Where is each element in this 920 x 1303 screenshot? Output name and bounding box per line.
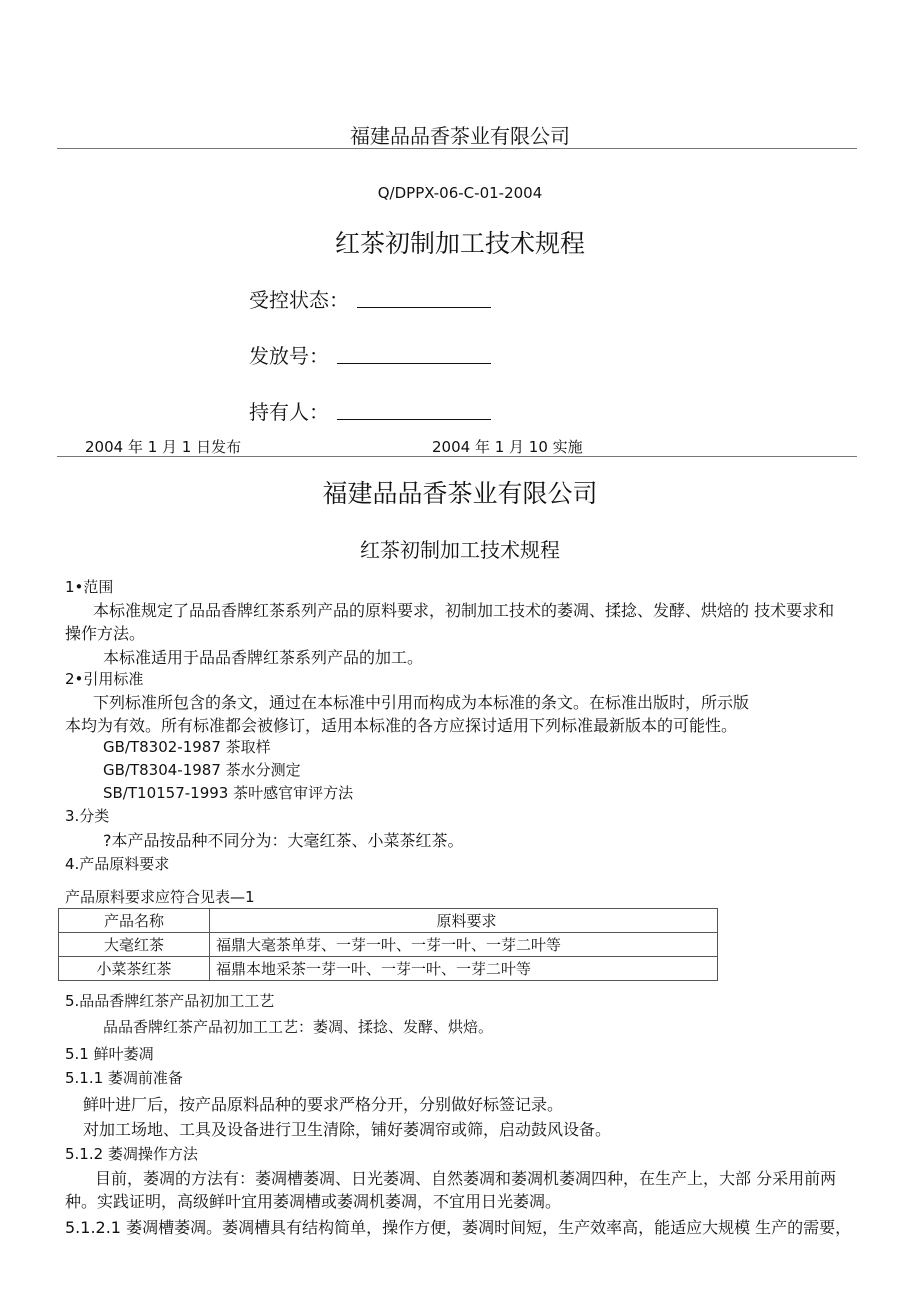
section-5-1-2-heading: 5.1.2 萎凋操作方法 bbox=[65, 1145, 198, 1163]
table-caption: 产品原料要求应符合见表—1 bbox=[65, 888, 255, 906]
section-2-heading: 2•引用标准 bbox=[65, 670, 144, 688]
table-cell-product: 大毫红茶 bbox=[59, 933, 210, 957]
publish-date: 2004 年 1 月 1 日发布 bbox=[85, 438, 242, 456]
table-row bbox=[59, 957, 718, 981]
section-1-paragraph-2: 本标准适用于品品香牌红茶系列产品的加工。 bbox=[103, 648, 424, 667]
doc-code: Q/DPPX-06-C-01-2004 bbox=[377, 184, 543, 202]
section-5-1-1-paragraph-2: 对加工场地、工具及设备进行卫生清除，铺好萎凋帘或筛，启动鼓风设备。 bbox=[83, 1120, 612, 1139]
column-header-requirement: 原料要求 bbox=[210, 909, 718, 933]
holder-label: 持有人： bbox=[249, 400, 329, 424]
section-4-heading: 4.产品原料要求 bbox=[65, 855, 170, 873]
section-5-1-2-paragraph-line1: 目前，萎凋的方法有：萎凋槽萎凋、日光萎凋、自然萎凋和萎凋机萎凋四种，在生产上，大部 分采用前两 bbox=[95, 1169, 837, 1188]
cover-divider bbox=[57, 456, 857, 457]
header-divider bbox=[57, 148, 857, 149]
table-cell-requirement: 福鼎大毫茶单芽、一芽一叶、一芽一叶、一芽二叶等 bbox=[210, 933, 718, 957]
effective-date: 2004 年 1 月 10 实施 bbox=[432, 438, 583, 456]
table-header-row bbox=[59, 909, 718, 933]
section-2-paragraph-line2: 本均为有效。所有标准都会被修订，适用本标准的各方应探讨适用下列标准最新版本的可能性。 bbox=[65, 716, 738, 735]
section-5-1-heading: 5.1 鲜叶萎凋 bbox=[65, 1045, 154, 1063]
section-3-heading: 3.分类 bbox=[65, 807, 110, 825]
body-company: 福建品品香茶业有限公司 bbox=[322, 479, 598, 508]
raw-material-table bbox=[58, 908, 718, 981]
table-row bbox=[59, 933, 718, 957]
controlled-status-label: 受控状态： bbox=[249, 288, 349, 312]
standard-item: GB/T8302-1987 茶取样 bbox=[103, 738, 271, 756]
distribution-number-field bbox=[337, 363, 491, 364]
table-cell-product: 小菜茶红茶 bbox=[59, 957, 210, 981]
standard-item: GB/T8304-1987 茶水分测定 bbox=[103, 761, 301, 779]
section-5-paragraph: 品品香牌红茶产品初加工工艺：萎凋、揉捻、发酵、烘焙。 bbox=[103, 1018, 494, 1036]
controlled-status-field bbox=[357, 307, 491, 308]
cover-company-header: 福建品品香茶业有限公司 bbox=[350, 124, 570, 148]
standard-item: SB/T10157-1993 茶叶感官审评方法 bbox=[103, 784, 354, 802]
section-1-heading: 1•范围 bbox=[65, 578, 114, 596]
distribution-number-label: 发放号： bbox=[249, 344, 329, 368]
section-5-1-2-paragraph-line2: 种。实践证明，高级鲜叶宜用萎凋槽或萎凋机萎凋，不宜用日光萎凋。 bbox=[65, 1192, 562, 1211]
column-header-product: 产品名称 bbox=[59, 909, 210, 933]
section-3-paragraph: ?本产品按品种不同分为：大毫红茶、小菜茶红茶。 bbox=[103, 831, 464, 850]
holder-field bbox=[337, 419, 491, 420]
section-5-1-1-paragraph-1: 鲜叶进厂后，按产品原料品种的要求严格分开，分别做好标签记录。 bbox=[83, 1095, 564, 1114]
section-1-paragraph-line1: 本标准规定了品品香牌红茶系列产品的原料要求，初制加工技术的萎凋、揉捻、发酵、烘焙的 技术要求和 bbox=[93, 601, 835, 620]
cover-title: 红茶初制加工技术规程 bbox=[334, 229, 585, 258]
section-1-paragraph-line2: 操作方法。 bbox=[65, 624, 146, 643]
table-cell-requirement: 福鼎本地采茶一芽一叶、一芽一叶、一芽二叶等 bbox=[210, 957, 718, 981]
section-5-1-2-1-paragraph: 5.1.2.1 萎凋槽萎凋。萎凋槽具有结构简单，操作方便，萎凋时间短，生产效率高，能适应大规模 生产的需要， bbox=[65, 1218, 852, 1237]
section-5-heading: 5.品品香牌红茶产品初加工工艺 bbox=[65, 992, 275, 1010]
section-5-1-1-heading: 5.1.1 萎凋前准备 bbox=[65, 1069, 183, 1087]
body-title: 红茶初制加工技术规程 bbox=[360, 538, 560, 562]
section-2-paragraph-line1: 下列标准所包含的条文，通过在本标准中引用而构成为本标准的条文。在标准出版时，所示版 bbox=[93, 693, 750, 712]
